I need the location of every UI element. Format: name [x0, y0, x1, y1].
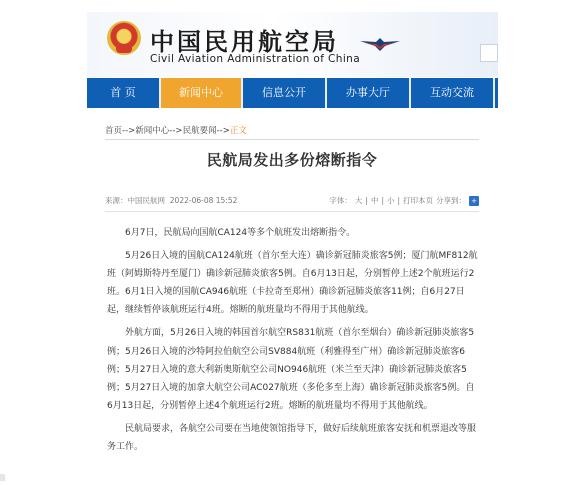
header-search-box[interactable] [480, 44, 498, 62]
font-size-label: 字体： [329, 196, 352, 205]
article-meta [105, 193, 479, 208]
breadcrumb-home[interactable]: 首页 [105, 126, 123, 136]
nav-interaction[interactable]: 互动交流 [430, 86, 474, 99]
article-tools [329, 195, 479, 206]
nav-info-public[interactable]: 信息公开 [262, 86, 306, 99]
breadcrumb-important[interactable]: 民航要闻 [182, 126, 217, 136]
nav-service-hall[interactable]: 办事大厅 [346, 86, 390, 99]
divider [105, 211, 479, 212]
main-nav [87, 78, 498, 108]
breadcrumb-separator: --> [122, 126, 136, 136]
national-emblem-icon [107, 21, 141, 55]
article-body [107, 224, 479, 461]
article-paragraph: 6月7日，民航局向国航CA124等多个航班发出熔断指令。 [125, 228, 356, 238]
page-edge-mark [0, 474, 5, 481]
breadcrumb [105, 124, 247, 136]
print-button[interactable]: 打印本页 [403, 196, 433, 205]
article-source-date [105, 195, 237, 206]
article-title: 民航局发出多份熔断指令 [206, 151, 378, 169]
divider [105, 139, 479, 140]
article-paragraph: 外航方面，5月26日入境的韩国首尔航空RS831航班（首尔至烟台）确诊新冠肺炎旅客5例；5月26日入境的沙特阿拉伯航空公司SV884航班（利雅得至广州）确诊新冠肺炎旅客6例；5月27日入境的意大利新奥斯航空公司NO946航班（米兰至天津）确诊新冠肺炎旅客5例；5月27日入境的加拿大航空公司AC027航班（多伦多至上海）确诊新冠肺炎旅客5例。自6月13日起，分别暂停上述4个航班运行2班。熔断的航班量均不得用于其他航线。 [107, 328, 475, 411]
article-paragraph: 民航局要求，各航空公司要在当地使领馆指导下，做好后续航班旅客安抚和机票退改等服务工作。 [107, 423, 477, 453]
nav-home[interactable]: 首 页 [110, 86, 136, 99]
tool-separator: | [381, 196, 384, 205]
font-medium-button[interactable]: 中 [370, 196, 379, 205]
share-icon[interactable]: + [469, 196, 479, 206]
nav-news-center[interactable]: 新闻中心 [161, 78, 241, 108]
share-label: 分享到： [436, 196, 466, 205]
article-paragraph: 5月26日入境的国航CA124航班（首尔至大连）确诊新冠肺炎旅客5例；厦门航MF812航班（阿姆斯特丹至厦门）确诊新冠肺炎旅客5例。自6月13日起，分别暂停上述2个航班运行2班。6月1日入境的国航CA946航班（卡拉奇至郑州）确诊新冠肺炎旅客11例；自6月27日起，继续暂停该航班运行4班。熔断的航班量均不得用于其他航线。 [107, 251, 478, 316]
caac-wings-logo-icon [358, 34, 402, 54]
site-title-cn[interactable]: 中国民用航空局 [150, 27, 339, 56]
breadcrumb-news[interactable]: 新闻中心 [135, 126, 170, 136]
tool-separator: | [365, 196, 368, 205]
breadcrumb-separator: --> [169, 126, 183, 136]
breadcrumb-separator: --> [216, 126, 230, 136]
font-large-button[interactable]: 大 [354, 196, 363, 205]
site-header [87, 12, 498, 77]
site-title-en: Civil Aviation Administration of China [150, 53, 361, 65]
breadcrumb-current: 正文 [229, 126, 247, 136]
nav-divider [493, 78, 495, 108]
font-small-button[interactable]: 小 [386, 196, 395, 205]
tool-separator: | [397, 196, 400, 205]
article-date: 2022-06-08 15:52 [169, 196, 238, 205]
article-source: 来源：中国民航网 [105, 196, 165, 205]
